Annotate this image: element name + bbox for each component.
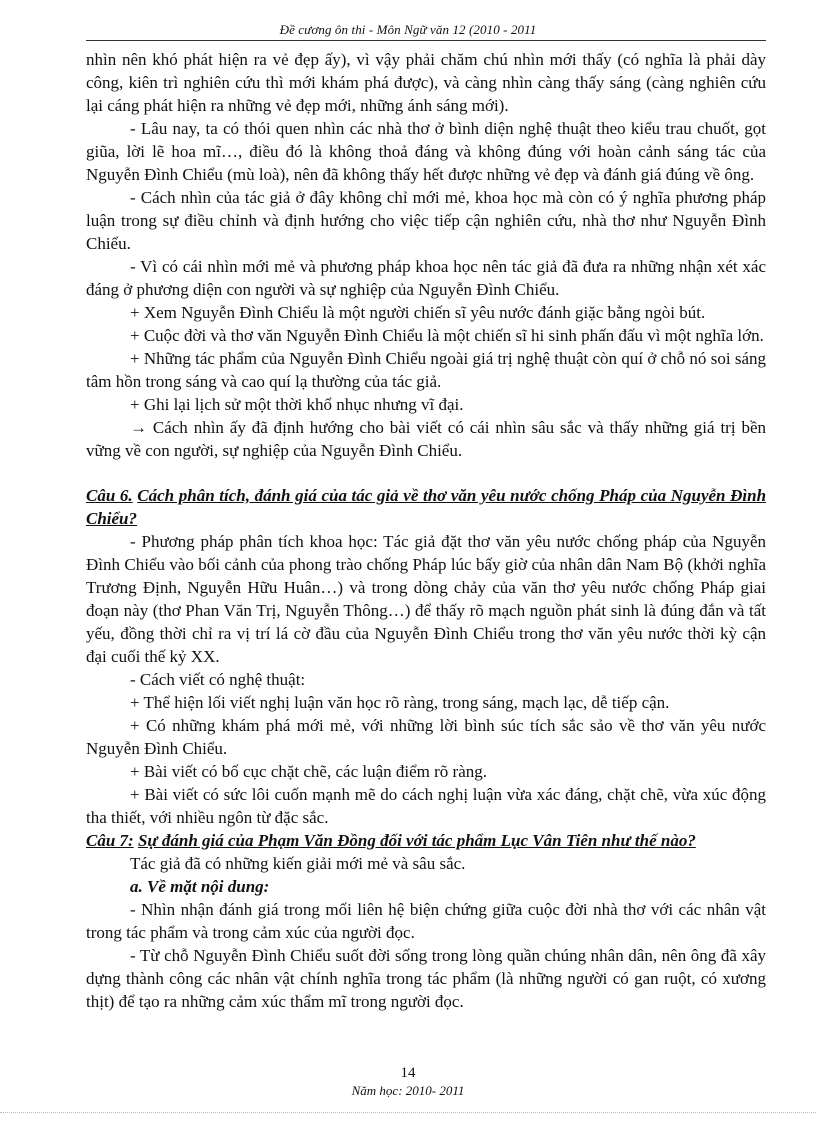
page-number: 14	[400, 1065, 416, 1081]
paragraph: + Bài viết có sức lôi cuốn mạnh mẽ do cách nghị luận vừa xác đáng, chặt chẽ, vừa xúc động tha thiết, với nhiều ngôn từ đặc sắc.	[86, 785, 766, 827]
question-text: Cách phân tích, đánh giá của tác giả về thơ văn yêu nước chống Pháp của Nguyễn Đình Chiểu?	[86, 486, 767, 528]
paragraph: + Những tác phẩm của Nguyễn Đình Chiểu ngoài giá trị nghệ thuật còn quí ở chỗ nó soi sáng tâm hồn trong sáng và cao quí lạ thường của tác giả.	[86, 349, 766, 391]
page-header: Đề cương ôn thi - Môn Ngữ văn 12 (2010 - 2011	[279, 22, 537, 37]
paragraph: + Xem Nguyễn Đình Chiểu là một người chiến sĩ yêu nước đánh giặc bằng ngòi bút.	[130, 303, 706, 322]
paragraph: - Phương pháp phân tích khoa học: Tác giả đặt thơ văn yêu nước chống pháp của Nguyễn Đình Chiểu vào bối cảnh của phong trào chống Pháp lúc bấy giờ của nhân dân Nam Bộ (khởi nghĩa Trương Định, Nguyễn Hữu Huân…) và trong dòng chảy của văn thơ yêu nước chống Pháp giai đoạn này (thơ Phan Văn Trị, Nguyễn Thông…) để thấy rõ mạch nguồn phát sinh là đúng đắn và tất yếu, đồng thời chỉ ra vị trí lá cờ đầu của Nguyễn Đình Chiểu trong thơ văn yêu nước thời kỳ cận đại cuối thế kỷ XX.	[86, 532, 766, 666]
paragraph: - Cách nhìn của tác giả ở đây không chỉ mới mẻ, khoa học mà còn có ý nghĩa phương pháp luận trong sự điều chỉnh và định hướng cho việc tiếp cận nghiên cứu, nhà thơ như Nguyễn Đình Chiểu.	[86, 188, 766, 253]
paragraph: - Lâu nay, ta có thói quen nhìn các nhà thơ ở bình diện nghệ thuật theo kiểu trau chuốt, gọt giũa, lời lẽ hoa mĩ…, điều đó là không thoả đáng và không đúng với hoàn cảnh sáng tác của Nguyễn Đình Chiểu (mù loà), nên đã không thấy hết được những vẻ đẹp và đánh giá đúng về ông.	[86, 119, 766, 184]
paragraph: + Cuộc đời và thơ văn Nguyễn Đình Chiểu là một chiến sĩ hi sinh phấn đấu vì một nghĩa lớn.	[130, 326, 764, 345]
paragraph: + Có những khám phá mới mẻ, với những lời bình súc tích sắc sảo về thơ văn yêu nước Nguyễn Đình Chiểu.	[86, 716, 766, 758]
question-text: Sự đánh giá của Phạm Văn Đồng đối với tác phẩm Lục Vân Tiên như thế nào?	[137, 831, 696, 850]
paragraph: - Vì có cái nhìn mới mẻ và phương pháp khoa học nên tác giả đã đưa ra những nhận xét xác đáng ở phương diện con người và sự nghiệp của Nguyễn Đình Chiểu.	[86, 257, 766, 299]
section-spacer	[86, 462, 766, 484]
document-body	[86, 48, 766, 1013]
paragraph: Tác giả đã có những kiến giải mới mẻ và sâu sắc.	[130, 854, 466, 873]
question-label: Câu 7:	[86, 831, 134, 850]
paragraph: + Ghi lại lịch sử một thời khổ nhục nhưng vĩ đại.	[130, 395, 464, 414]
subheading: a. Về mặt nội dung:	[130, 877, 270, 896]
paragraph: - Cách viết có nghệ thuật:	[130, 670, 306, 689]
paragraph: + Bài viết có bố cục chặt chẽ, các luận điểm rõ ràng.	[130, 762, 487, 781]
header-rule	[86, 40, 766, 41]
paragraph: + Thể hiện lối viết nghị luận văn học rõ ràng, trong sáng, mạch lạc, dễ tiếp cận.	[130, 693, 670, 712]
question-heading	[86, 829, 766, 852]
question-label: Câu 6.	[86, 486, 133, 505]
question-heading	[86, 484, 766, 530]
page-edge-divider	[0, 1112, 816, 1113]
paragraph: - Nhìn nhận đánh giá trong mối liên hệ biện chứng giữa cuộc đời nhà thơ với các nhân vật trong tác phẩm và trong cảm xúc của người đọc.	[86, 900, 766, 942]
paragraph: nhìn nên khó phát hiện ra vẻ đẹp ấy), vì vậy phải chăm chú nhìn mới thấy (có nghĩa là phải dày công, kiên trì nghiên cứu thì mới khám phá được), và càng nhìn càng thấy sáng (càng nghiên cứu lại cáng phát hiện ra những vẻ đẹp mới, những ánh sáng mới).	[86, 50, 766, 115]
paragraph: → Cách nhìn ấy đã định hướng cho bài viết có cái nhìn sâu sắc và thấy những giá trị bền vững về con người, sự nghiệp của Nguyễn Đình Chiểu.	[86, 418, 766, 460]
page-footer: Năm học: 2010- 2011	[351, 1083, 465, 1098]
paragraph: - Từ chỗ Nguyễn Đình Chiểu suốt đời sống trong lòng quần chúng nhân dân, nên ông đã xây dựng thành công các nhân vật chính nghĩa trong tác phẩm (là những người có gan ruột, có xương thịt) để tạo ra những cảm xúc thẩm mĩ trong người đọc.	[86, 946, 766, 1011]
